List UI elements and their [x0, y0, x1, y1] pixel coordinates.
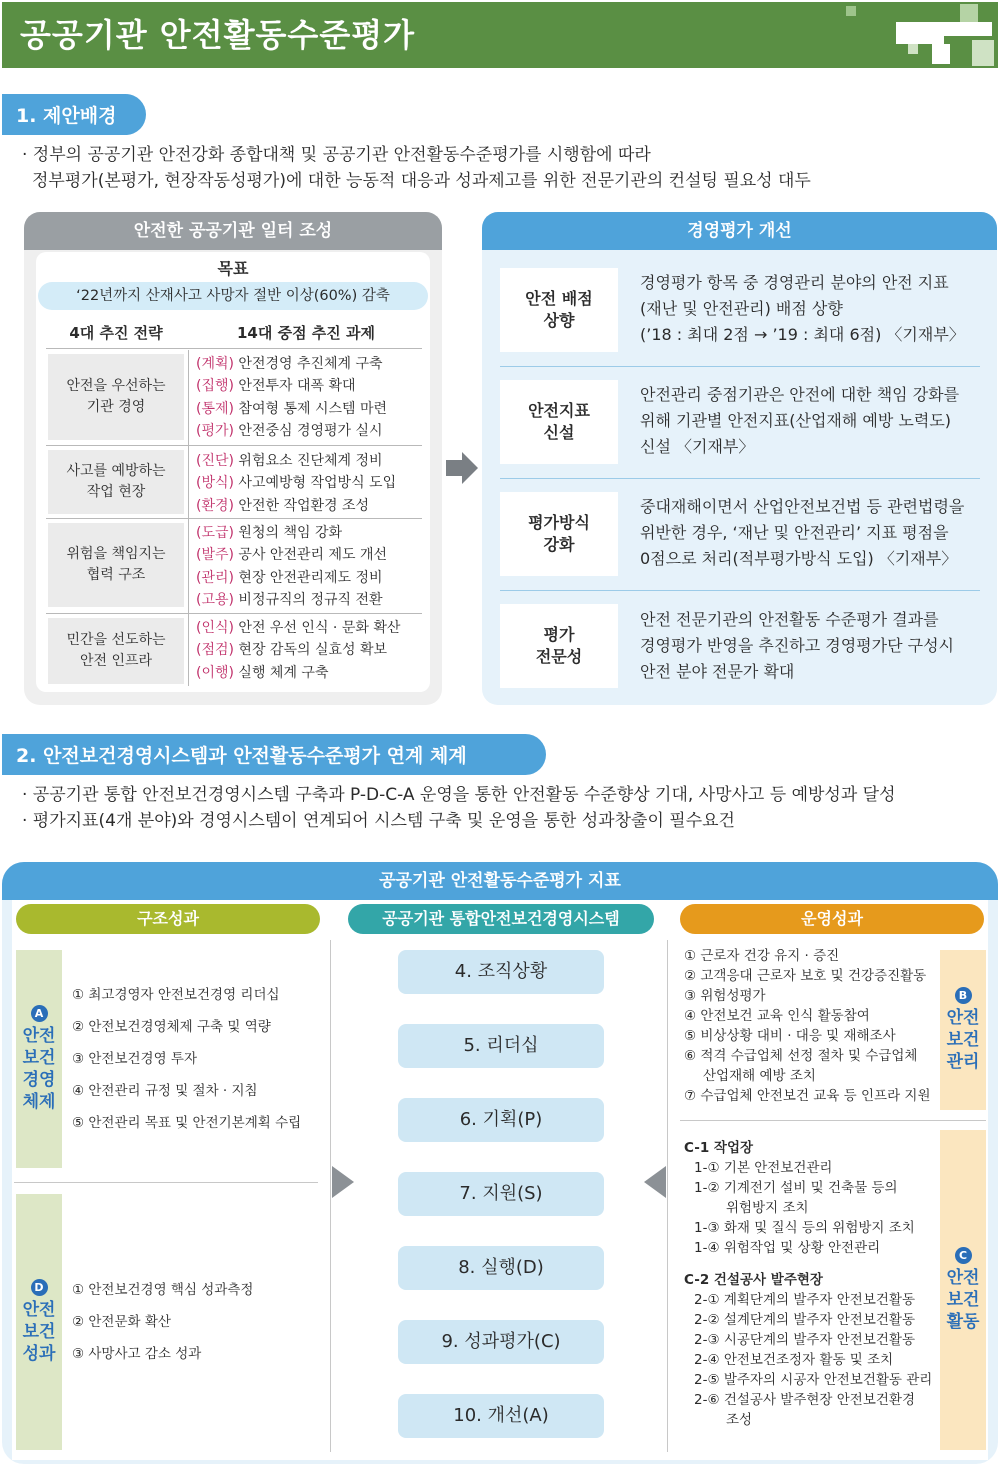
right-row-text-3: 중대재해이면서 산업안전보건법 등 관련법령을 위반한 경우, ‘재난 및 안전관리’ 지표 평점을 0점으로 처리(적부평가방식 도입) 〈기재부〉 — [640, 497, 965, 568]
list-item: 2-⑥ 건설공사 발주현장 안전보건환경 — [694, 1392, 916, 1408]
strategy-4-line2: 안전 인프라 — [79, 653, 153, 669]
badge-b: B — [955, 987, 972, 1004]
goal-label: 목표 — [217, 259, 249, 278]
label-line: 강화 — [543, 535, 575, 554]
list-item: ② 고객응대 근로자 보호 및 건강증진활동 — [684, 968, 927, 984]
col-strategy-header: 4대 추진 전략 — [69, 324, 163, 342]
right-row-label-1 — [500, 268, 618, 352]
step-operation: 8. 실행(D) — [398, 1246, 604, 1290]
label-line: 평가 — [543, 625, 575, 644]
list-item: ② 안전문화 확산 — [72, 1314, 171, 1330]
strategy-1 — [48, 354, 184, 440]
task-item: (도급) 원청의 책임 강화 — [196, 525, 343, 541]
list-item: 2-⑤ 발주자의 시공자 안전보건활동 관리 — [694, 1372, 933, 1388]
list-item: ② 안전보건경영체제 구축 및 역량 — [72, 1019, 271, 1035]
strategy-2-line2: 작업 현장 — [86, 484, 146, 500]
right-row-label-3 — [500, 492, 618, 576]
task-item: (환경) 안전한 작업환경 조성 — [196, 497, 370, 514]
task-item: (발주) 공사 안전관리 제도 개선 — [196, 547, 388, 564]
column-divider — [330, 940, 331, 1452]
c2-title: C-2 건설공사 발주현장 — [684, 1272, 823, 1288]
step-planning: 6. 기획(P) — [398, 1098, 604, 1142]
c1-title: C-1 작업장 — [684, 1140, 754, 1156]
list-item: ④ 안전관리 규정 및 절차 · 지침 — [72, 1083, 258, 1099]
badge-d: D — [31, 1279, 48, 1296]
section1-heading: 1. 제안배경 — [2, 94, 146, 135]
band-c: C 안전 보건 활동 — [940, 1130, 986, 1450]
badge-c: C — [955, 1247, 972, 1264]
band-a: A 안전 보건 경영 체제 — [16, 950, 62, 1168]
task-list-1 — [196, 353, 387, 443]
left-col-divider — [14, 1182, 318, 1183]
task-list-2 — [196, 450, 396, 517]
goal-text: ‘22년까지 산재사고 사망자 절반 이상(60%) 감축 — [38, 282, 428, 310]
list-item: ① 최고경영자 안전보건경영 리더십 — [72, 987, 280, 1003]
strategy-1-line2: 기관 경영 — [86, 399, 146, 415]
strategy-2-line1: 사고를 예방하는 — [66, 463, 166, 479]
list-item: ③ 위험성평가 — [684, 988, 766, 1004]
group-divider — [46, 518, 422, 519]
right-col-divider — [680, 1120, 986, 1121]
group-divider — [46, 613, 422, 614]
strategy-3-line1: 위험을 책임지는 — [66, 546, 166, 562]
list-item: 2-④ 안전보건조정자 활동 및 조치 — [694, 1352, 894, 1368]
table-divider — [46, 348, 422, 349]
right-row-text-1: 경영평가 항목 중 경영관리 분야의 안전 지표 (재난 및 안전관리) 배점 상향 (’18 : 최대 2점 → ’19 : 최대 6점) 〈기재부〉 — [640, 273, 965, 344]
step-evaluation: 9. 성과평가(C) — [398, 1320, 604, 1364]
list-item: ③ 안전보건경영 투자 — [72, 1051, 198, 1067]
band-b: B 안전 보건 관리 — [940, 950, 986, 1110]
label-line: 안전 배점 — [525, 289, 593, 308]
task-item: (계획) 안전경영 추진체계 구축 — [196, 356, 383, 372]
strategy-3-line2: 협력 구조 — [86, 567, 146, 583]
group-divider — [46, 445, 422, 446]
list-item: ④ 안전보건 교육 인식 활동참여 — [684, 1008, 870, 1024]
d-item-list — [72, 1274, 253, 1370]
label-line: 상향 — [543, 311, 575, 330]
task-item: (통제) 참여형 통제 시스템 마련 — [196, 400, 388, 417]
right-panel-title: 경영평가 개선 — [482, 212, 997, 250]
list-item: 1-④ 위험작업 및 상황 안전관리 — [694, 1240, 881, 1256]
label-line: 신설 — [543, 423, 575, 442]
operation-outcome-pill: 운영성과 — [680, 904, 984, 934]
list-item: ① 근로자 건강 유지 · 증진 — [684, 948, 840, 964]
strategy-3 — [48, 523, 184, 607]
task-list-3 — [196, 522, 387, 612]
a-item-list — [72, 979, 301, 1139]
list-item: 1-① 기본 안전보건관리 — [694, 1160, 833, 1176]
page-title: 공공기관 안전활동수준평가 — [20, 16, 416, 54]
list-item: 1-③ 화재 및 질식 등의 위험방지 조치 — [694, 1220, 915, 1236]
task-item: (점검) 현장 감독의 실효성 확보 — [196, 642, 388, 659]
list-item: 1-② 기계전기 설비 및 건축물 등의 — [694, 1180, 898, 1196]
arrow-left-icon — [644, 1166, 666, 1198]
structure-outcome-pill: 구조성과 — [16, 904, 320, 934]
right-row-text-2: 안전관리 중점기관은 안전에 대한 책임 강화를 위해 기관별 안전지표(산업재해 예방 노력도) 신설 〈기재부〉 — [640, 385, 960, 456]
b-item-list — [684, 946, 931, 1106]
task-item: (관리) 현장 안전관리제도 정비 — [196, 569, 383, 586]
list-item: 2-② 설계단계의 발주자 안전보건활동 — [694, 1312, 916, 1328]
list-item: ③ 사망사고 감소 성과 — [72, 1346, 202, 1362]
right-row-divider — [500, 478, 980, 479]
task-item: (방식) 사고예방형 작업방식 도입 — [196, 475, 397, 492]
arrow-right-icon — [332, 1166, 354, 1198]
list-item: 2-① 계획단계의 발주자 안전보건활동 — [694, 1292, 916, 1308]
list-item: ⑦ 수급업체 안전보건 교육 등 인프라 지원 — [684, 1088, 931, 1104]
badge-a: A — [31, 1005, 48, 1022]
strategy-2 — [48, 450, 184, 514]
band-d: D 안전 보건 성과 — [16, 1194, 62, 1450]
list-item: 산업재해 예방 조치 — [703, 1068, 816, 1084]
list-item: 조성 — [726, 1412, 753, 1428]
right-arrow-icon — [444, 450, 480, 486]
task-item: (인식) 안전 우선 인식 · 문화 확산 — [196, 620, 401, 636]
c-item-list — [684, 1138, 932, 1430]
step-context: 4. 조직상황 — [398, 950, 604, 994]
strategy-4-line1: 민간을 선도하는 — [66, 632, 166, 648]
strategy-1-line1: 안전을 우선하는 — [66, 378, 166, 394]
step-support: 7. 지원(S) — [398, 1172, 604, 1216]
list-item: ① 안전보건경영 핵심 성과측정 — [72, 1282, 254, 1298]
right-row-divider — [500, 366, 980, 367]
list-item: ⑤ 안전관리 목표 및 안전기본계획 수립 — [72, 1115, 302, 1131]
diagram-title: 공공기관 안전활동수준평가 지표 — [2, 862, 998, 900]
task-item: (평가) 안전중심 경영평가 실시 — [196, 423, 383, 440]
section2-heading: 2. 안전보건경영시스템과 안전활동수준평가 연계 체계 — [2, 734, 546, 775]
column-divider — [667, 940, 668, 1452]
list-item: 2-③ 시공단계의 발주자 안전보건활동 — [694, 1332, 916, 1348]
label-line: 전문성 — [535, 647, 583, 666]
list-item: 위험방지 조치 — [726, 1200, 809, 1216]
task-item: (고용) 비정규직의 정규직 전환 — [196, 592, 383, 609]
section1-bullet-line1: · 정부의 공공기관 안전강화 종합대책 및 공공기관 안전활동수준평가를 시행함에 따라 — [22, 145, 651, 165]
step-improvement: 10. 개선(A) — [398, 1394, 604, 1438]
system-pill: 공공기관 통합안전보건경영시스템 — [348, 904, 654, 934]
list-item: ⑤ 비상상황 대비 · 대응 및 재해조사 — [684, 1028, 896, 1044]
step-leadership: 5. 리더십 — [398, 1024, 604, 1068]
label-line: 평가방식 — [528, 513, 590, 532]
task-item: (집행) 안전투자 대폭 확대 — [196, 378, 356, 395]
right-row-label-4 — [500, 604, 618, 688]
right-row-divider — [500, 590, 980, 591]
section2-bullet2: · 평가지표(4개 분야)와 경영시스템이 연계되어 시스템 구축 및 운영을 통한 성과창출이 필수요건 — [22, 811, 735, 831]
task-item: (이행) 실행 체계 구축 — [196, 664, 329, 681]
right-row-label-2 — [500, 380, 618, 464]
section1-bullet-line2: 정부평가(본평가, 현장작동성평가)에 대한 능동적 대응과 성과제고를 위한 전문기관의 컨설팅 필요성 대두 — [32, 171, 811, 191]
label-line: 안전지표 — [528, 401, 590, 420]
left-panel-title: 안전한 공공기관 일터 조성 — [24, 212, 442, 250]
section2-bullet1: · 공공기관 통합 안전보건경영시스템 구축과 P-D-C-A 운영을 통한 안전활동 수준향상 기대, 사망사고 등 예방성과 달성 — [22, 785, 896, 805]
list-item: ⑥ 적격 수급업체 선정 절차 및 수급업체 — [684, 1048, 918, 1064]
task-list-4 — [196, 617, 400, 684]
strategy-4 — [48, 618, 184, 684]
task-item: (진단) 위험요소 진단체계 정비 — [196, 453, 383, 469]
right-row-text-4: 안전 전문기관의 안전활동 수준평가 결과를 경영평가 반영을 추진하고 경영평가단 구성시 안전 분야 전문가 확대 — [640, 610, 955, 681]
col-task-header: 14대 중점 추진 과제 — [237, 324, 375, 342]
